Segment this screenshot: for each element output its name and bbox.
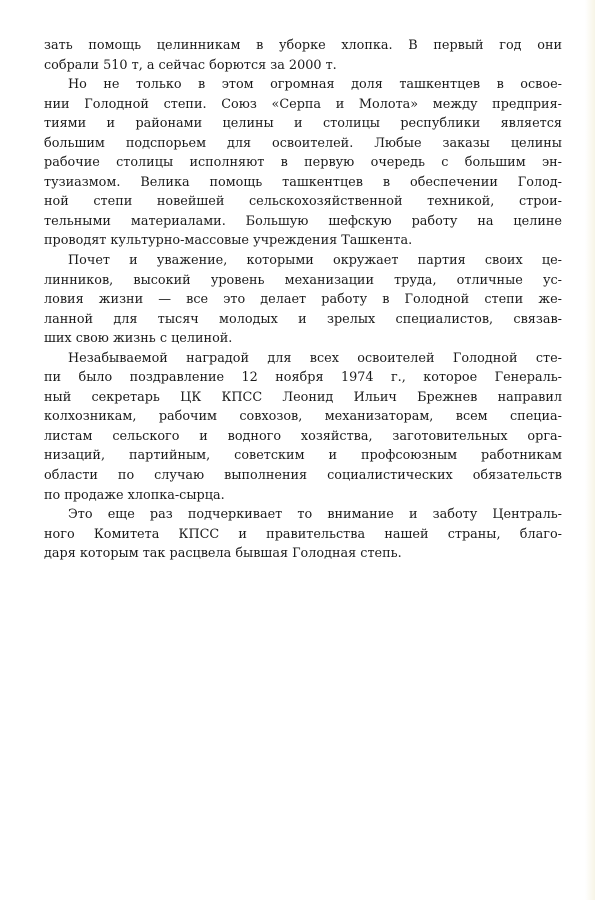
text-line: колхозникам, рабочим совхозов, механизаторам, всем специа-	[44, 409, 562, 425]
text-line: ного Комитета КПСС и правительства нашей страны, благо-	[44, 526, 562, 542]
text-line: ной степи новейшей сельскохозяйственной техникой, строи-	[44, 194, 562, 210]
text-line: Но не только в этом огромная доля ташкентцев в освое-	[68, 77, 562, 93]
text-line: Это еще раз подчеркивает то внимание и заботу Централь-	[68, 507, 562, 523]
paragraph	[44, 251, 562, 349]
text-line: тузиазмом. Велика помощь ташкентцев в обеспечении Голод-	[44, 174, 562, 190]
paragraph	[44, 505, 562, 564]
text-line: рабочие столицы исполняют в первую очередь с большим эн-	[44, 155, 562, 171]
paragraph	[44, 36, 562, 75]
text-line: проводят культурно-массовые учреждения Ташкента.	[44, 233, 413, 249]
text-line: Почет и уважение, которыми окружает партия своих це-	[68, 253, 562, 269]
text-line: ный секретарь ЦК КПСС Леонид Ильич Брежнев направил	[44, 389, 562, 405]
text-line: линников, высокий уровень механизации труда, отличные ус-	[44, 272, 562, 288]
text-line: Незабываемой наградой для всех освоителей Голодной сте-	[68, 350, 562, 366]
text-line: даря которым так расцвела бывшая Голодная степь.	[44, 546, 402, 562]
text-line: собрали 510 т, а сейчас борются за 2000 т.	[44, 57, 337, 73]
text-line: тиями и районами целины и столицы республики является	[44, 116, 562, 132]
text-line: тельными материалами. Большую шефскую работу на целине	[44, 213, 562, 229]
paragraph	[44, 349, 562, 505]
text-line: ловия жизни — все это делает работу в Голодной степи же-	[44, 292, 562, 308]
text-line: большим подспорьем для освоителей. Любые заказы целины	[44, 135, 562, 151]
text-line: зать помощь целинникам в уборке хлопка. В первый год они	[44, 38, 562, 53]
text-line: низаций, партийным, советским и профсоюзным работникам	[44, 448, 562, 464]
text-line: по продаже хлопка-сырца.	[44, 487, 225, 503]
text-line: пи было поздравление 12 ноября 1974 г., которое Генераль-	[44, 370, 562, 386]
text-line: ших свою жизнь с целиной.	[44, 331, 233, 347]
text-line: листам сельского и водного хозяйства, заготовительных орга-	[44, 428, 562, 444]
paragraph	[44, 75, 562, 251]
text-line: нии Голодной степи. Союз «Серпа и Молота» между предприя-	[44, 96, 562, 112]
body-text	[44, 36, 562, 564]
text-line: ланной для тысяч молодых и зрелых специалистов, связав-	[44, 311, 562, 327]
text-line: области по случаю выполнения социалистических обязательств	[44, 468, 562, 484]
page-edge-shadow	[585, 0, 595, 900]
